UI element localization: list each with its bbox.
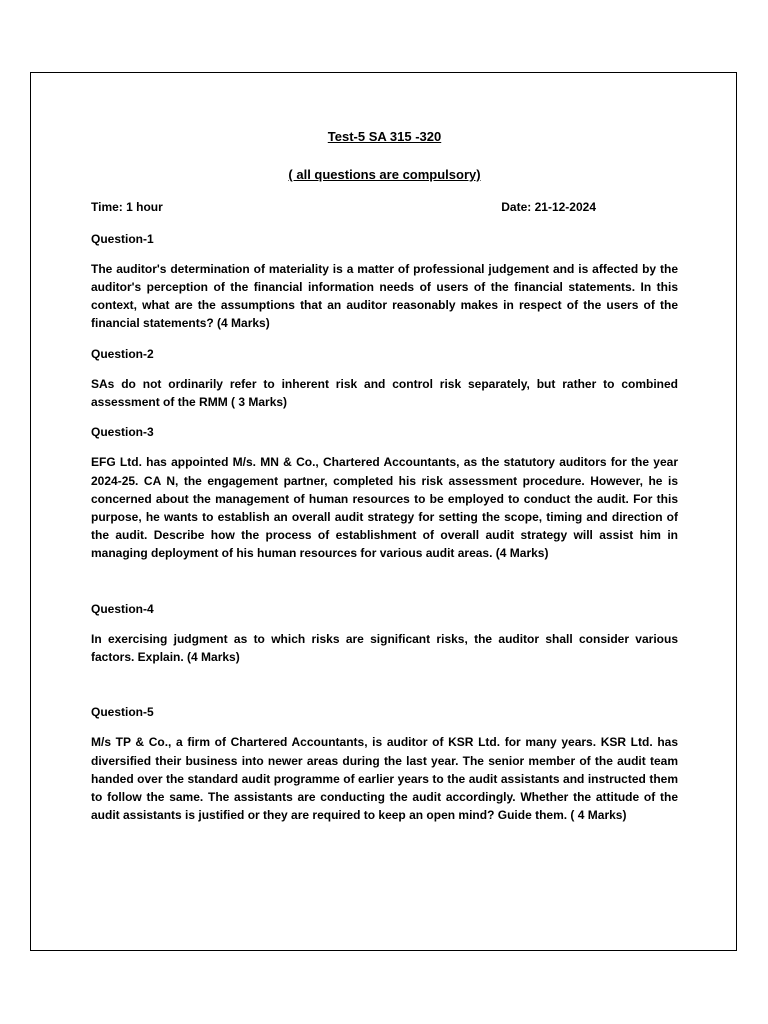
document-content: [91, 128, 678, 836]
question-5-body: M/s TP & Co., a firm of Chartered Accountants, is auditor of KSR Ltd. for many years. KSR Ltd. has diversified their business into newer areas during the last year. The senior member of the audit team handed over the standard audit programme of earlier years to the audit assistants and instructed them to follow the same. The assistants are conducting the audit accordingly. Whether the attitude of the audit assistants is justified or they are required to keep an open mind? Guide them. ( 4 Marks): [91, 735, 678, 823]
question-2-heading: Question-2: [91, 346, 154, 361]
date-label: Date: 21-12-2024: [501, 200, 596, 215]
question-5-heading: Question-5: [91, 705, 154, 720]
question-3-heading: Question-3: [91, 425, 154, 440]
question-4-body: In exercising judgment as to which risks are significant risks, the auditor shall consider various factors. Explain. (4 Marks): [91, 631, 678, 665]
question-1-heading: Question-1: [91, 231, 154, 246]
document-title: Test-5 SA 315 -320: [327, 129, 442, 144]
time-label: Time: 1 hour: [91, 200, 163, 215]
question-3-body: EFG Ltd. has appointed M/s. MN & Co., Chartered Accountants, as the statutory auditors for the year 2024-25. CA N, the engagement partner, completed his risk assessment procedure. However, he is concerned about the management of human resources to be employed to conduct the audit. For this purpose, he wants to establish an overall audit strategy for setting the scope, timing and direction of the audit. Describe how the process of establishment of overall audit strategy will assist him in managing deployment of his human resources for various audit areas. (4 Marks): [91, 455, 678, 561]
question-1-body: The auditor's determination of materiality is a matter of professional judgement and is affected by the auditor's perception of the financial information needs of users of the financial statements. In this context, what are the assumptions that an auditor reasonably makes in respect of the users of the financial statements? (4 Marks): [91, 261, 678, 331]
document-subtitle: ( all questions are compulsory): [288, 167, 481, 183]
question-4-heading: Question-4: [91, 601, 154, 616]
meta-row: [91, 198, 678, 216]
question-2-body: SAs do not ordinarily refer to inherent risk and control risk separately, but rather to combined assessment of the RMM ( 3 Marks): [91, 376, 678, 410]
